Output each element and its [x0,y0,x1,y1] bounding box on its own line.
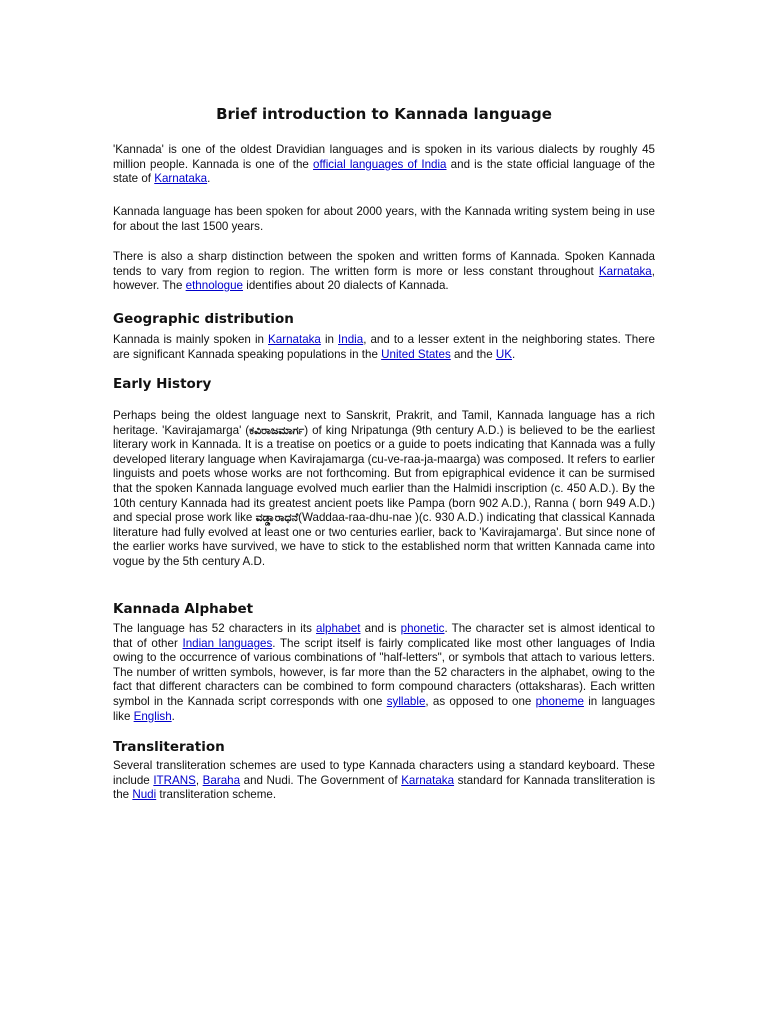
link-phoneme[interactable]: phoneme [535,694,584,708]
link-india[interactable]: India [338,333,364,346]
link-united-states[interactable]: United States [381,347,451,361]
link-english[interactable]: English [133,709,172,723]
link-karnataka[interactable]: Karnataka [598,264,652,278]
link-karnataka[interactable]: Karnataka [401,773,455,787]
kannada-script-waddaradhane: ವಡ್ಡಾರಾಧನೆ [255,511,299,525]
early-history-paragraph: Perhaps being the oldest language next to Sanskrit, Prakrit, and Tamil, Kannada language has a rich heritage. 'Kavirajamarga' (ಕವಿರಾಜಮಾರ್ಗ) of king Nripatunga (9th century A.D.) is believed to be the earliest literary work in Kannada. It is a treatise on poetics or a guide to poets indicating that Kannada was a fully developed literary language when Kavirajamarga (cu-ve-raa-ja-maarga) was composed. It refers to earlier linguists and poets whose works are not forthcoming. But from epigraphical evidence it can be surmised that the spoken Kannada language evolved much earlier than the Halmidi inscription (c. 450 A.D.). By the 10th century Kannada had its greatest ancient poets like Pampa (born 902 A.D.), Ranna ( born 949 A.D.) and special prose work like ವಡ್ಡಾರಾಧನೆ(Waddaa-raa-dhu-nae )(c. 930 A.D.) indicating that classical Kannada literature had fully evolved at least one or two centuries earlier, back to 'Kavirajamarga'. But since none of the earlier works have survived, we have to stick to the established norm that written Kannada came into vogue by the 5th century A.D. [113,409,655,568]
link-uk[interactable]: UK [495,347,512,361]
alphabet-paragraph: The language has 52 characters in its alphabet and is phonetic. The character set is almost identical to that of other Indian languages. The script itself is fairly complicated like most other languages of India owing to the occurrence of various combinations of "half-letters", or symbols that attach to various letters. The number of written symbols, however, is far more than the 52 characters in the alphabet, owing to the fact that different characters can be combined to form compound characters (ottaksharas). Each written symbol in the Kannada script corresponds with one syllable, as opposed to one phoneme in languages like English. [113,622,655,723]
section-heading-transliteration: Transliteration [113,739,225,755]
link-karnataka[interactable]: Karnataka [268,333,321,346]
section-heading-kannada-alphabet: Kannada Alphabet [113,601,254,617]
link-phonetic[interactable]: phonetic [400,622,445,635]
section-heading-early-history: Early History [113,376,212,392]
link-alphabet[interactable]: alphabet [316,622,361,635]
link-nudi[interactable]: Nudi [132,788,157,802]
link-karnataka[interactable]: Karnataka [154,172,208,186]
geographic-paragraph: Kannada is mainly spoken in Karnataka in India, and to a lesser extent in the neighboring states. There are significant Kannada speaking populations in the United States and the UK. [113,333,655,361]
link-ethnologue[interactable]: ethnologue [185,279,244,293]
kannada-script-kavirajamarga: ಕವಿರಾಜಮಾರ್ಗ [249,423,305,437]
link-itrans[interactable]: ITRANS [153,773,196,787]
intro-paragraph-3: There is also a sharp distinction between the spoken and written forms of Kannada. Spoken Kannada tends to vary from region to region. The written form is more or less constant throughout Karnataka, however. The ethnologue identifies about 20 dialects of Kannada. [113,250,655,293]
intro-paragraph-1: 'Kannada' is one of the oldest Dravidian languages and is spoken in its various dialects by roughly 45 million people. Kannada is one of the official languages of India and is the state official language of the state of Karnataka. [113,143,655,186]
link-syllable[interactable]: syllable [386,694,426,708]
section-heading-geographic-distribution: Geographic distribution [113,311,294,327]
page-title: Brief introduction to Kannada language [216,105,552,123]
intro-paragraph-2: Kannada language has been spoken for about 2000 years, with the Kannada writing system being in use for about the last 1500 years. [113,205,655,233]
link-indian-languages[interactable]: Indian languages [182,636,273,650]
link-baraha[interactable]: Baraha [202,773,241,787]
link-official-languages-of-india[interactable]: official languages of India [313,157,447,171]
transliteration-paragraph: Several transliteration schemes are used to type Kannada characters using a standard keyboard. These include ITRANS, Baraha and Nudi. The Government of Karnataka standard for Kannada transliteration is the Nudi transliteration scheme. [113,759,655,802]
